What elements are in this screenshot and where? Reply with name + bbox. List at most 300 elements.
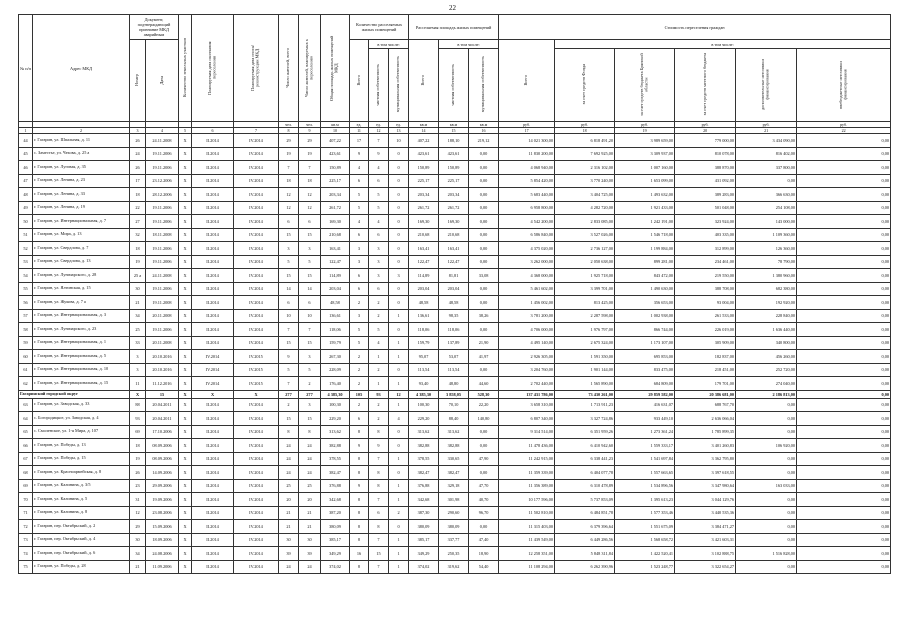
table-cell: X xyxy=(179,533,192,547)
table-cell: X xyxy=(179,188,192,202)
table-cell: 403 335,00 xyxy=(675,228,736,242)
table-cell: 0,00 xyxy=(469,255,499,269)
table-cell: 47 xyxy=(19,174,33,188)
table-cell: 225,17 xyxy=(409,174,439,188)
column-number-cell: 19 xyxy=(615,128,675,134)
table-cell: 3 397 618,55 xyxy=(675,466,736,480)
table-cell: 0,00 xyxy=(469,466,499,480)
col-area-municipal: муниципальная собственность xyxy=(469,49,499,122)
table-cell: 20.04.2011 xyxy=(146,412,179,426)
unit-cell: ед. xyxy=(350,122,369,128)
table-cell: 18 xyxy=(130,439,146,453)
table-cell: 4 xyxy=(369,336,389,350)
table-cell: IV.2014 xyxy=(234,398,279,412)
table-row xyxy=(19,533,891,547)
table-cell: 24 xyxy=(279,560,299,574)
table-cell: 378,55 xyxy=(409,452,439,466)
table-cell: IV.2014 xyxy=(234,506,279,520)
table-cell: X xyxy=(179,439,192,453)
table-cell: 388 708,00 xyxy=(675,282,736,296)
table-cell: IV.2014 xyxy=(234,493,279,507)
table-cell: 74 xyxy=(19,547,33,561)
table-cell: 6 xyxy=(350,228,369,242)
table-cell: X xyxy=(179,309,192,323)
table-cell: 159,79 xyxy=(321,336,350,350)
table-cell: 11 359 339,00 xyxy=(499,466,555,480)
table-cell: 4 706 000,00 xyxy=(499,323,555,337)
column-number-cell: 8 xyxy=(279,128,299,134)
table-cell: 1 007 160,00 xyxy=(615,161,675,175)
table-cell: 388 870,00 xyxy=(675,161,736,175)
table-cell: 1 925 718,00 xyxy=(555,269,615,283)
table-cell: X xyxy=(179,425,192,439)
table-cell: II.2014 xyxy=(192,479,234,493)
address-cell: г. Гагарин, ул. Интернациональная, д. 10 xyxy=(33,363,130,377)
table-cell: IV.2014 xyxy=(234,309,279,323)
table-cell: 41,97 xyxy=(469,350,499,364)
table-cell: II.2014 xyxy=(192,255,234,269)
table-cell: 95,07 xyxy=(409,350,439,364)
table-cell: 2 636 066,04 xyxy=(675,412,736,426)
table-row xyxy=(19,520,891,534)
table-cell: 277 xyxy=(299,390,321,398)
table-row xyxy=(19,269,891,283)
table-cell: II.2014 xyxy=(192,533,234,547)
table-cell: 4 542 200,00 xyxy=(499,215,555,229)
table-cell: 3 204 760,00 xyxy=(499,363,555,377)
table-cell: X xyxy=(179,493,192,507)
table-cell: 11 439 549,00 xyxy=(499,533,555,547)
table-cell: 366 630,00 xyxy=(736,188,797,202)
table-cell: 6 807 340,00 xyxy=(499,412,555,426)
table-cell: 10 xyxy=(299,309,321,323)
table-cell: II.2014 xyxy=(192,147,234,161)
table-cell: 8 xyxy=(350,425,369,439)
table-cell: 2 xyxy=(350,296,369,310)
table-cell: 3 527 026,00 xyxy=(555,228,615,242)
table-cell: 2 702 440,00 xyxy=(499,377,555,391)
table-cell: 3 xyxy=(299,350,321,364)
table-cell: 1 559 333,17 xyxy=(615,439,675,453)
table-cell: 6 xyxy=(369,506,389,520)
table-cell: 19.11.2008 xyxy=(146,296,179,310)
table-cell: 6 484 851,78 xyxy=(555,506,615,520)
table-cell: 277 xyxy=(279,390,299,398)
table-cell: 188,10 xyxy=(439,134,469,148)
table-cell: 226 019,00 xyxy=(675,323,736,337)
table-cell: 8 xyxy=(369,425,389,439)
table-cell: 423,61 xyxy=(321,147,350,161)
table-cell: IV.2014 xyxy=(234,215,279,229)
table-cell: 0,00 xyxy=(797,560,891,574)
table-cell: 0,00 xyxy=(469,188,499,202)
table-cell: 15 xyxy=(299,412,321,426)
table-cell: 2 xyxy=(369,309,389,323)
table-cell: 6 379 396,64 xyxy=(555,520,615,534)
column-number-cell: 16 xyxy=(469,128,499,134)
address-cell: г. Гагарин, ул. Луначарского, д. 28 xyxy=(33,269,130,283)
table-cell: 100,30 xyxy=(409,398,439,412)
table-cell: 0,00 xyxy=(469,439,499,453)
table-cell: X xyxy=(179,242,192,256)
table-cell: 118,06 xyxy=(321,323,350,337)
table-cell: 0 xyxy=(389,161,409,175)
table-cell: 11 356 389,00 xyxy=(499,479,555,493)
table-cell: X xyxy=(234,390,279,398)
table-cell: 93 004,00 xyxy=(675,296,736,310)
table-cell: 0,00 xyxy=(469,323,499,337)
table-row xyxy=(19,425,891,439)
table-cell: 2 xyxy=(279,398,299,412)
table-cell: 20 386 681,00 xyxy=(675,390,736,398)
table-cell: 2 xyxy=(369,412,389,426)
table-cell: 8 xyxy=(350,506,369,520)
table-cell: 3 xyxy=(130,363,146,377)
table-cell: 8 xyxy=(369,466,389,480)
table-cell: 54 xyxy=(19,269,33,283)
table-cell: 7 xyxy=(369,560,389,574)
table-cell: 1 557 663,65 xyxy=(615,466,675,480)
table-cell: 24 xyxy=(299,439,321,453)
table-cell: 113,54 xyxy=(409,363,439,377)
area-incl: в том числе: xyxy=(439,40,499,49)
table-cell: II.2014 xyxy=(192,547,234,561)
table-cell: 18,90 xyxy=(469,547,499,561)
table-cell: 23.08.2006 xyxy=(146,506,179,520)
table-cell: 11 502 810,00 xyxy=(499,506,555,520)
table-cell: 305 909,00 xyxy=(675,336,736,350)
table-cell: 29 859 582,00 xyxy=(615,390,675,398)
table-row xyxy=(19,506,891,520)
table-cell: 8 xyxy=(350,493,369,507)
table-cell: 0,00 xyxy=(797,363,891,377)
table-cell: X xyxy=(179,296,192,310)
table-cell: 1 541 697,84 xyxy=(615,452,675,466)
table-cell: 4 495 140,00 xyxy=(499,336,555,350)
table-cell: 4 xyxy=(350,215,369,229)
table-cell: 0 xyxy=(389,147,409,161)
table-cell: IV.2014 xyxy=(234,242,279,256)
unit-cell: кв.м xyxy=(469,122,499,128)
table-cell: 0 xyxy=(389,188,409,202)
table-cell: 8 xyxy=(279,425,299,439)
table-cell: 0,00 xyxy=(469,174,499,188)
table-cell: 122,47 xyxy=(409,255,439,269)
table-cell: 1 976 797,00 xyxy=(555,323,615,337)
column-number-cell: 9 xyxy=(299,128,321,134)
col-qty-private: частная собственность xyxy=(369,49,389,122)
table-cell: X xyxy=(179,520,192,534)
table-cell: 93 xyxy=(369,390,389,398)
table-cell: 228 840,00 xyxy=(736,309,797,323)
table-cell: 48,58 xyxy=(409,296,439,310)
table-cell: 356 653,00 xyxy=(615,296,675,310)
table-cell: 228,09 xyxy=(321,363,350,377)
address-cell: г. Гагарин, ул. Красноармейская, д. 8 xyxy=(33,466,130,480)
table-cell: 32 xyxy=(130,228,146,242)
group-area: Расселяемая площадь жилых помещений xyxy=(409,15,499,40)
table-cell: 5 xyxy=(369,188,389,202)
table-cell: 0,00 xyxy=(797,493,891,507)
table-cell: 48,58 xyxy=(321,296,350,310)
table-cell: II.2014 xyxy=(192,228,234,242)
column-number-cell: 10 xyxy=(321,128,350,134)
table-cell: X xyxy=(179,560,192,574)
table-cell: 6 xyxy=(350,269,369,283)
table-cell: 0,00 xyxy=(797,547,891,561)
column-number-cell: 11 xyxy=(350,128,369,134)
table-cell: 11 830 200,00 xyxy=(499,147,555,161)
column-number-cell: 1 xyxy=(19,128,33,134)
table-cell: 8 xyxy=(369,520,389,534)
col-cost-budget-region: за счет средств бюджета Брянской области xyxy=(615,49,675,122)
table-cell: 44 xyxy=(19,134,33,148)
table-cell: 0,00 xyxy=(469,161,499,175)
table-cell: 933 449,10 xyxy=(615,412,675,426)
group-doc: Документ, подтверждающий признание МКД аварийным xyxy=(130,15,179,40)
table-cell: IV.2014 xyxy=(234,412,279,426)
table-cell: 26 xyxy=(130,134,146,148)
table-cell: 1 xyxy=(389,452,409,466)
table-cell: 44,60 xyxy=(469,377,499,391)
table-cell: 0,00 xyxy=(736,412,797,426)
address-cell: г. Гагарин, ул. Победы, д. 13 xyxy=(33,439,130,453)
table-cell: 30 xyxy=(299,533,321,547)
table-cell: 122,47 xyxy=(321,255,350,269)
table-cell: 0 xyxy=(389,282,409,296)
table-cell: 8 xyxy=(350,452,369,466)
unit-cell: кв.м xyxy=(409,122,439,128)
table-cell: 1 xyxy=(389,493,409,507)
table-cell: II.2014 xyxy=(192,520,234,534)
table-cell: 21 xyxy=(299,506,321,520)
table-cell: 3 989 659,00 xyxy=(615,134,675,148)
table-cell: 114,89 xyxy=(321,269,350,283)
table-cell: 9 314 514,00 xyxy=(499,425,555,439)
table-cell: 137 431 786,00 xyxy=(499,390,555,398)
table-cell: 15 xyxy=(299,336,321,350)
address-cell: г. Гагарин, ул. Ялтинская, д. 15 xyxy=(33,282,130,296)
table-cell: 0,00 xyxy=(797,323,891,337)
table-cell: 374,02 xyxy=(321,560,350,574)
table-cell: II.2014 xyxy=(192,282,234,296)
table-row xyxy=(19,479,891,493)
table-cell: 3 xyxy=(299,242,321,256)
table-cell: IV.2014 xyxy=(234,255,279,269)
table-cell: 0 xyxy=(389,439,409,453)
unit-cell: руб. xyxy=(555,122,615,128)
table-cell: 7 xyxy=(279,377,299,391)
table-row xyxy=(19,161,891,175)
table-cell: 6 xyxy=(350,412,369,426)
table-cell: 2 xyxy=(350,398,369,412)
table-cell: X xyxy=(179,255,192,269)
table-cell: 0,00 xyxy=(736,520,797,534)
table-cell: 7 xyxy=(369,452,389,466)
table-cell: 61 xyxy=(19,363,33,377)
table-cell: 2 xyxy=(350,377,369,391)
table-cell: 18.11.2008 xyxy=(146,228,179,242)
table-cell: 210,68 xyxy=(409,228,439,242)
table-cell: 19 xyxy=(279,147,299,161)
table-cell: 340 800,00 xyxy=(736,336,797,350)
table-cell: IV.2015 xyxy=(234,377,279,391)
table-cell: II.2014 xyxy=(192,134,234,148)
table-cell: 319,62 xyxy=(439,560,469,574)
unit-cell: руб. xyxy=(615,122,675,128)
table-cell: 0,00 xyxy=(797,520,891,534)
table-cell: II.2014 xyxy=(192,188,234,202)
table-cell: 19 xyxy=(130,255,146,269)
table-cell: IV.2014 xyxy=(234,452,279,466)
table-cell: IV.2014 xyxy=(234,466,279,480)
table-cell: 7 xyxy=(369,533,389,547)
table-cell: 0,00 xyxy=(797,398,891,412)
table-cell: X xyxy=(179,547,192,561)
table-cell: 261,72 xyxy=(409,201,439,215)
column-number-cell: 15 xyxy=(439,128,469,134)
col-planned-end: Планируемая дата окончания переселения xyxy=(192,15,234,122)
address-cell: г. Гагарин, ул. Ленина, д. 23 xyxy=(33,174,130,188)
table-cell: 0,00 xyxy=(797,215,891,229)
table-cell: 5 683 440,00 xyxy=(499,188,555,202)
table-cell: 19.11.2006 xyxy=(146,201,179,215)
address-cell: г. Гагарин, ул. Победы, д. 28 xyxy=(33,560,130,574)
table-cell: 380,09 xyxy=(439,520,469,534)
table-cell: 7 xyxy=(299,161,321,175)
unit-cell: чел. xyxy=(299,122,321,128)
table-cell: 24.11.2008 xyxy=(146,134,179,148)
table-cell: 9 xyxy=(350,439,369,453)
table-cell: 39 xyxy=(279,547,299,561)
table-cell: X xyxy=(179,466,192,480)
table-cell: 1 002 938,00 xyxy=(615,309,675,323)
table-cell: 28.12.2006 xyxy=(146,188,179,202)
table-cell: 682 380,00 xyxy=(736,282,797,296)
table-cell: 2 xyxy=(389,506,409,520)
table-cell: 70,10 xyxy=(439,398,469,412)
table-cell: 250,35 xyxy=(439,547,469,561)
table-cell: 501 048,00 xyxy=(675,201,736,215)
table-cell: 6 404 077,78 xyxy=(555,466,615,480)
table-cell: 0,00 xyxy=(469,228,499,242)
table-cell: 192 920,00 xyxy=(736,296,797,310)
table-cell: 96,70 xyxy=(469,506,499,520)
table-cell: 5 737 853,09 xyxy=(555,493,615,507)
table-cell: 12 258 351,00 xyxy=(499,547,555,561)
table-cell: 0,00 xyxy=(797,188,891,202)
table-cell: IV.2015 xyxy=(234,363,279,377)
table-cell: 21 xyxy=(299,520,321,534)
table-cell: 11 478 436,00 xyxy=(499,439,555,453)
col-doc-date: Дата xyxy=(146,40,179,122)
table-cell: II.2014 xyxy=(192,336,234,350)
table-cell: 30 xyxy=(279,533,299,547)
table-cell: 3 858,05 xyxy=(439,390,469,398)
table-row xyxy=(19,174,891,188)
address-cell: с. Заместье, ул. Чехова, д. 25 а xyxy=(33,147,130,161)
table-cell: 1 568 658,72 xyxy=(615,533,675,547)
table-cell: 342,68 xyxy=(321,493,350,507)
table-cell: 3 781 200,00 xyxy=(499,309,555,323)
address-cell: г. Гагарин, ул. Заводская, д. 33 xyxy=(33,398,130,412)
table-cell: 1 636 440,00 xyxy=(736,323,797,337)
table-cell: 9 xyxy=(279,350,299,364)
resettlement-table xyxy=(18,14,891,574)
table-cell: 179 701,00 xyxy=(675,377,736,391)
table-cell: 11 315 403,00 xyxy=(499,520,555,534)
unit-cell: ед. xyxy=(389,122,409,128)
table-cell: 1 422 520,41 xyxy=(615,547,675,561)
table-cell: 3 xyxy=(389,269,409,283)
unit-cell: кв.м xyxy=(321,122,350,128)
table-cell: II.2014 xyxy=(192,309,234,323)
table-cell: 15 xyxy=(279,228,299,242)
address-cell: г. Гагарин, ул. Ленина, д. 19 xyxy=(33,201,130,215)
col-land-plots: Количество земельных участков xyxy=(179,15,192,122)
table-cell: 17.10.2006 xyxy=(146,425,179,439)
table-cell: 78 790,00 xyxy=(736,255,797,269)
table-cell: X xyxy=(179,452,192,466)
table-cell: IV.2014 xyxy=(192,377,234,391)
table-cell: 73 xyxy=(19,533,33,547)
table-cell: 0,00 xyxy=(797,439,891,453)
table-cell: 150,89 xyxy=(321,161,350,175)
table-cell: 3 404 725,00 xyxy=(555,188,615,202)
table-cell: 4 xyxy=(369,215,389,229)
table-cell: 234 461,00 xyxy=(675,255,736,269)
table-row xyxy=(19,466,891,480)
table-cell: X xyxy=(179,350,192,364)
table-cell: IV.2014 xyxy=(234,479,279,493)
table-cell: X xyxy=(179,161,192,175)
table-cell: 169,30 xyxy=(439,215,469,229)
table-cell: 8 xyxy=(350,520,369,534)
table-cell: 210,68 xyxy=(439,228,469,242)
table-cell: 15 xyxy=(146,390,179,398)
table-cell: 1 493 632,00 xyxy=(615,188,675,202)
address-cell: г. Гагарин, ул. Жукова, д. 7 а xyxy=(33,296,130,310)
table-cell: 312 899,00 xyxy=(675,242,736,256)
table-cell: X xyxy=(179,412,192,426)
table-cell: 1 xyxy=(389,533,409,547)
table-cell: 163 033,00 xyxy=(736,479,797,493)
table-cell: 106 920,00 xyxy=(736,439,797,453)
table-cell: 1 xyxy=(389,377,409,391)
address-cell: г. Гагарин, ул. Ленина, д. 33 xyxy=(33,188,130,202)
col-cost-excess: внебюджетные источники финансирования xyxy=(797,49,891,122)
table-cell: 29 xyxy=(299,134,321,148)
column-number-cell: 18 xyxy=(555,128,615,134)
table-cell: 203,04 xyxy=(321,282,350,296)
table-cell: 274 040,00 xyxy=(736,377,797,391)
table-cell: X xyxy=(179,134,192,148)
subtotal-row xyxy=(19,390,891,398)
table-cell: 2 926 305,00 xyxy=(499,350,555,364)
table-cell: 1 273 361,24 xyxy=(615,425,675,439)
col-cost-budget-local: за счет средств местного бюджета xyxy=(675,49,736,122)
table-cell: 3 xyxy=(369,269,389,283)
table-cell: 779 000,00 xyxy=(675,134,736,148)
table-cell: 5 xyxy=(279,363,299,377)
table-row xyxy=(19,398,891,412)
column-number-cell: 22 xyxy=(797,128,891,134)
table-cell: 25 а xyxy=(130,269,146,283)
table-cell: 5 xyxy=(350,188,369,202)
table-cell: X xyxy=(179,390,192,398)
table-cell: 0 xyxy=(389,363,409,377)
table-cell: 382,88 xyxy=(439,439,469,453)
